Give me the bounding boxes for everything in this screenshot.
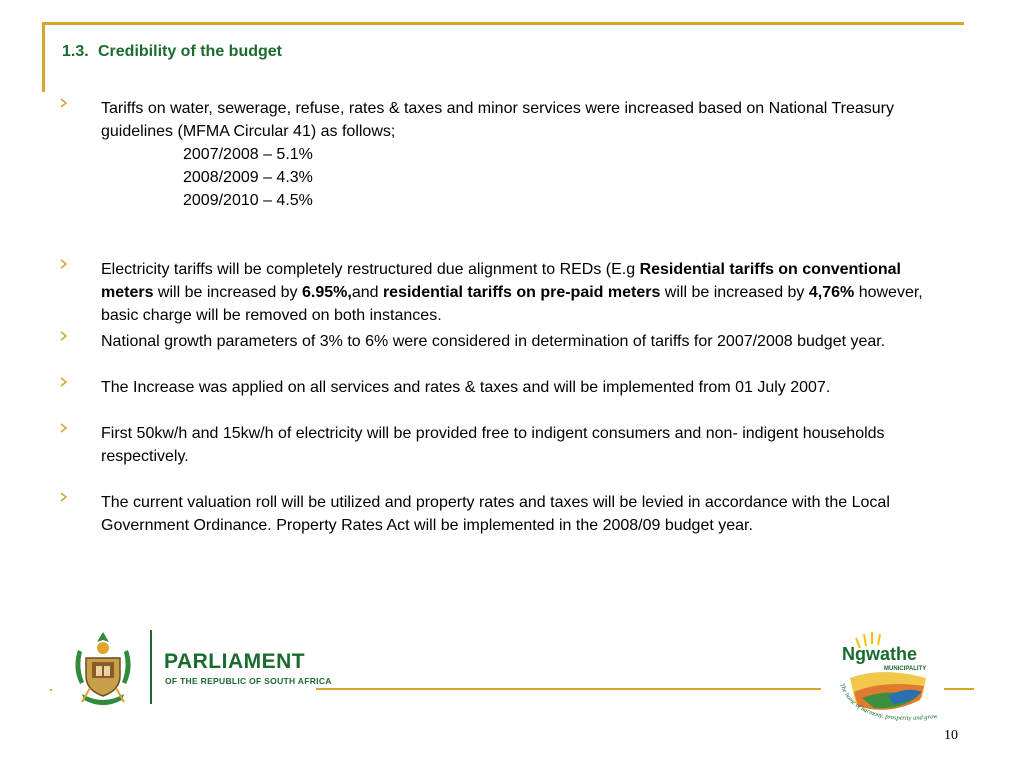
bullet-text-part: however, basic charge will be removed on both instances. xyxy=(101,284,923,324)
tariff-row: 2009/2010 – 4.5% xyxy=(183,192,313,209)
left-rule xyxy=(42,22,45,92)
bullet-text: First 50kw/h and 15kw/h of electricity will be provided free to indigent consumers and non- indigent households respectively. xyxy=(101,425,885,465)
page-number: 10 xyxy=(944,728,958,743)
tariff-row: 2008/2009 – 4.3% xyxy=(183,169,313,186)
bullet-text-part: and xyxy=(351,284,383,301)
bullet-arrow-icon xyxy=(60,259,68,269)
bullet-list xyxy=(60,97,940,537)
bullet-arrow-icon xyxy=(60,423,68,433)
bullet-text-part: Electricity tariffs will be completely restructured due alignment to REDs (E.g xyxy=(101,261,640,278)
bullet-text: The current valuation roll will be utilized and property rates and taxes will be levied in accordance with the Local Government Ordinance. Property Rates Act will be implemented in the 2008/09 budget year. xyxy=(101,494,890,534)
footer-rule-start xyxy=(50,689,52,691)
bullet-arrow-icon xyxy=(60,492,68,502)
bullet-tariffs xyxy=(60,97,940,212)
ngwathe-logo-icon xyxy=(832,626,944,734)
parliament-divider xyxy=(150,630,152,704)
bullet-text: The Increase was applied on all services and rates & taxes and will be implemented from 01 July 2007. xyxy=(101,379,831,396)
svg-text:MUNICIPALITY: MUNICIPALITY xyxy=(884,666,927,672)
bullet-arrow-icon xyxy=(60,377,68,387)
title-number: 1.3. xyxy=(62,43,89,60)
bullet-bold-part: 4,76% xyxy=(808,284,855,301)
footer-rule xyxy=(316,688,821,690)
bullet-free-electricity xyxy=(60,422,940,468)
svg-text:Ngwathe: Ngwathe xyxy=(842,644,918,664)
svg-text:The home of harmony, prosperit: The home of harmony, prosperity and grow xyxy=(838,682,938,722)
bullet-text: National growth parameters of 3% to 6% were considered in determination of tariffs for 2007/2008 budget year. xyxy=(101,333,886,350)
bullet-bold-part: residential tariffs on pre-paid meters xyxy=(382,284,661,301)
bullet-text: Tariffs on water, sewerage, refuse, rates & taxes and minor services were increased based on National Treasury guidelines (MFMA Circular 41) as follows; xyxy=(101,100,894,140)
tariff-row: 2007/2008 – 5.1% xyxy=(183,146,313,163)
bullet-arrow-icon xyxy=(60,98,68,108)
parliament-logo-title: PARLIAMENT xyxy=(164,650,306,673)
parliament-crest-icon xyxy=(62,628,144,710)
bullet-electricity xyxy=(60,258,940,327)
slide-title xyxy=(62,43,282,61)
title-text: Credibility of the budget xyxy=(98,43,282,60)
bullet-bold-part: Residential tariffs on conventional meters xyxy=(101,261,901,301)
bullet-growth xyxy=(60,330,940,353)
bullet-arrow-icon xyxy=(60,331,68,341)
footer-rule-right xyxy=(944,688,974,690)
bullet-valuation xyxy=(60,491,940,537)
parliament-logo-subtitle: OF THE REPUBLIC OF SOUTH AFRICA xyxy=(165,676,332,686)
bullet-text-part: will be increased by xyxy=(153,284,302,301)
bullet-text-part: will be increased by xyxy=(660,284,809,301)
bullet-increase xyxy=(60,376,940,399)
bullet-bold-part: 6.95%, xyxy=(302,284,352,301)
top-rule xyxy=(42,22,964,25)
